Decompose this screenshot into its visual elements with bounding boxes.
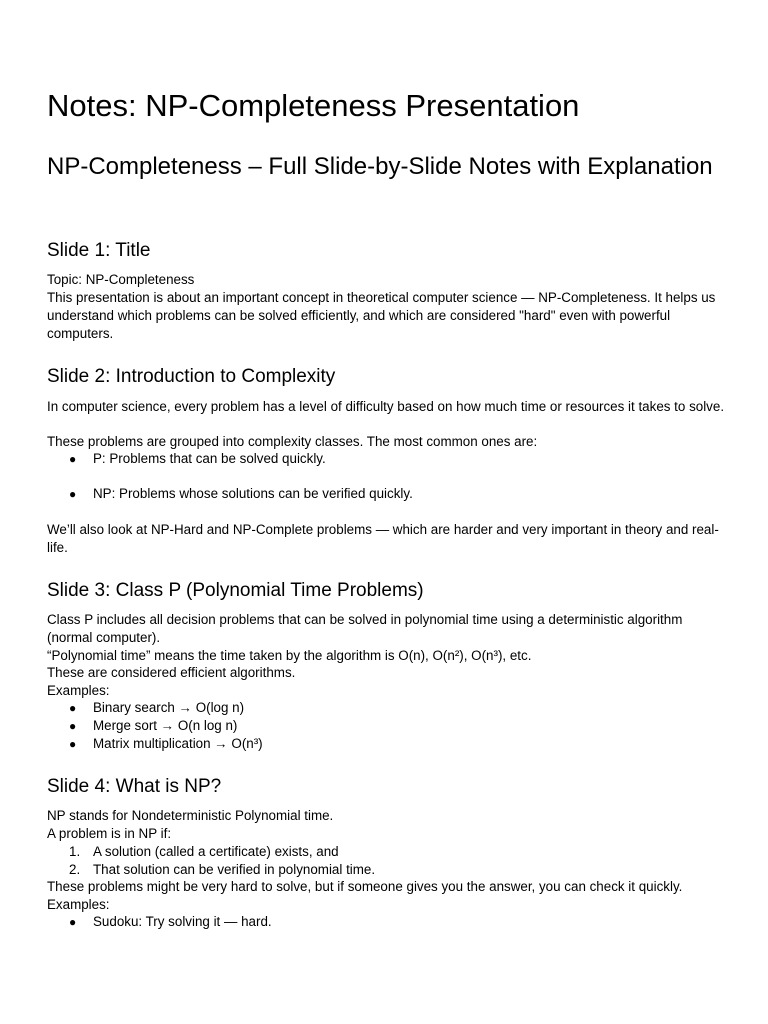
slide3-body-3: These are considered efficient algorithms. bbox=[47, 665, 296, 680]
slide4-heading: Slide 4: What is NP? bbox=[47, 776, 222, 797]
slide2-body-3: We’ll also look at NP-Hard and NP-Complete problems — which are harder and very important in theory and real-life. bbox=[47, 522, 719, 555]
slide4-numbered-item: A solution (called a certificate) exists, and bbox=[93, 844, 339, 859]
bullet-icon: ● bbox=[69, 719, 77, 733]
slide2-body-2: These problems are grouped into complexity classes. The most common ones are: bbox=[47, 434, 538, 449]
bullet-icon: ● bbox=[69, 701, 77, 715]
slide4-examples-label: Examples: bbox=[47, 897, 110, 912]
slide2-bullet-np: NP: Problems whose solutions can be verified quickly. bbox=[93, 486, 413, 501]
bullet-icon: ● bbox=[69, 737, 77, 751]
document-title: Notes: NP-Completeness Presentation bbox=[47, 88, 580, 123]
slide3-bullet-matrix-mult: Matrix multiplication → O(n³) bbox=[93, 736, 263, 751]
slide3-bullet-binary-search: Binary search → O(log n) bbox=[93, 700, 245, 715]
slide4-bullet-sudoku: Sudoku: Try solving it — hard. bbox=[93, 914, 272, 929]
slide1-body: This presentation is about an important concept in theoretical computer science — NP-Completeness. It helps us understand which problems can be solved efficiently, and which are considered "hard" even with powerful computers. bbox=[47, 290, 716, 341]
slide3-examples-label: Examples: bbox=[47, 683, 110, 698]
numbered-marker: 2. bbox=[69, 862, 81, 877]
bullet-icon: ● bbox=[69, 915, 77, 929]
bullet-icon: ● bbox=[69, 487, 77, 501]
slide4-body-3: These problems might be very hard to solve, but if someone gives you the answer, you can check it quickly. bbox=[47, 879, 683, 894]
slide2-bullet-p: P: Problems that can be solved quickly. bbox=[93, 451, 326, 466]
numbered-marker: 1. bbox=[69, 844, 81, 859]
slide4-body-1: NP stands for Nondeterministic Polynomial time. bbox=[47, 808, 334, 823]
slide1-topic: Topic: NP-Completeness bbox=[47, 272, 195, 287]
slide4-numbered-item: That solution can be verified in polynomial time. bbox=[93, 862, 376, 877]
slide3-heading: Slide 3: Class P (Polynomial Time Problems) bbox=[47, 580, 424, 601]
slide3-body-2: “Polynomial time” means the time taken by the algorithm is O(n), O(n²), O(n³), etc. bbox=[47, 648, 532, 663]
slide2-heading: Slide 2: Introduction to Complexity bbox=[47, 366, 336, 387]
slide3-body-1: Class P includes all decision problems that can be solved in polynomial time using a deterministic algorithm (normal computer). bbox=[47, 612, 683, 645]
slide3-bullet-merge-sort: Merge sort → O(n log n) bbox=[93, 718, 238, 733]
slide1-heading: Slide 1: Title bbox=[47, 240, 151, 261]
bullet-icon: ● bbox=[69, 452, 77, 466]
slide4-body-2: A problem is in NP if: bbox=[47, 826, 172, 841]
document-subtitle: NP-Completeness – Full Slide-by-Slide Notes with Explanation bbox=[47, 153, 713, 180]
slide2-body-1: In computer science, every problem has a level of difficulty based on how much time or resources it takes to solve. bbox=[47, 399, 725, 414]
